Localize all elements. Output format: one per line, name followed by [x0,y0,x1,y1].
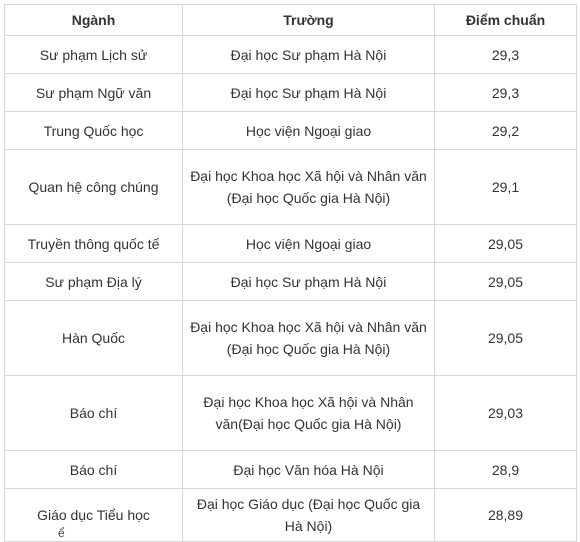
header-row [5,5,577,36]
table-row [5,263,577,301]
cell-truong: Đại học Khoa học Xã hội và Nhân văn(Đại học Quốc gia Hà Nội) [183,376,435,451]
cell-nganh: Hàn Quốc [5,301,183,376]
cell-truong: Đại học Khoa học Xã hội và Nhân văn (Đại học Quốc gia Hà Nội) [183,150,435,225]
table-row [5,376,577,451]
table-row [5,225,577,263]
cell-diem: 29,05 [435,225,577,263]
cell-nganh: Sư phạm Ngữ văn [5,74,183,112]
cell-nganh: Giáo dục Tiểu học [5,489,183,542]
table-row [5,150,577,225]
footer-fragment: ể [58,526,65,540]
cell-diem: 29,05 [435,263,577,301]
table-row [5,74,577,112]
cell-truong: Đại học Khoa học Xã hội và Nhân văn (Đại học Quốc gia Hà Nội) [183,301,435,376]
header-nganh: Ngành [5,5,183,36]
admission-scores-table [4,4,577,542]
cell-truong: Đại học Văn hóa Hà Nội [183,451,435,489]
cell-diem: 29,03 [435,376,577,451]
cell-diem: 28,9 [435,451,577,489]
cell-diem: 29,05 [435,301,577,376]
table-row [5,451,577,489]
table-row [5,112,577,150]
table-row [5,489,577,542]
cell-diem: 29,3 [435,36,577,74]
cell-truong: Học viện Ngoại giao [183,112,435,150]
cell-nganh: Sư phạm Địa lý [5,263,183,301]
cell-diem: 29,2 [435,112,577,150]
cell-nganh: Báo chí [5,376,183,451]
cell-truong: Đại học Sư phạm Hà Nội [183,74,435,112]
table-row [5,36,577,74]
cell-truong: Đại học Giáo dục (Đại học Quốc gia Hà Nội) [183,489,435,542]
cell-truong: Đại học Sư phạm Hà Nội [183,36,435,74]
cell-nganh: Truyền thông quốc tế [5,225,183,263]
table-row [5,301,577,376]
cell-diem: 29,1 [435,150,577,225]
cell-truong: Đại học Sư phạm Hà Nội [183,263,435,301]
cell-nganh: Sư phạm Lịch sử [5,36,183,74]
cell-nganh: Báo chí [5,451,183,489]
cell-truong: Học viện Ngoại giao [183,225,435,263]
cell-diem: 28,89 [435,489,577,542]
cell-diem: 29,3 [435,74,577,112]
header-truong: Trường [183,5,435,36]
cell-nganh: Quan hệ công chúng [5,150,183,225]
header-diem-chuan: Điểm chuẩn [435,5,577,36]
cell-nganh: Trung Quốc học [5,112,183,150]
